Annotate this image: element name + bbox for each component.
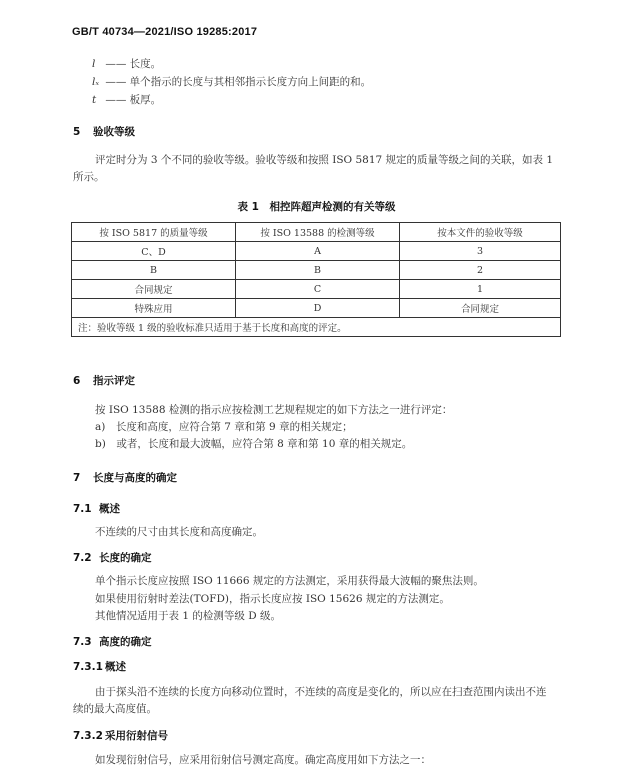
table-header-cell: 按本文件的验收等级	[400, 223, 561, 242]
table-cell: B	[72, 261, 236, 280]
symbol: l	[92, 58, 96, 70]
section-7-heading	[73, 470, 177, 485]
section-7-3-1-line2: 续的最大高度值。	[73, 703, 157, 715]
table-row	[72, 242, 561, 261]
table-1	[71, 222, 561, 337]
table-header-cell: 按 ISO 13588 的检测等级	[236, 223, 400, 242]
table-cell: 2	[400, 261, 561, 280]
table-cell: D	[236, 299, 400, 318]
definition-text: —— 长度。	[105, 58, 162, 70]
section-7-3-heading	[73, 634, 152, 649]
definition-lx	[92, 75, 371, 89]
symbol: lₓ	[92, 76, 100, 88]
table-cell: 3	[400, 242, 561, 261]
table-row	[72, 299, 561, 318]
table-row	[72, 280, 561, 299]
section-title: 验收等级	[93, 126, 135, 138]
section-7-3-2-line1: 如发现衍射信号，应采用衍射信号测定高度。确定高度用如下方法之一：	[95, 754, 431, 766]
section-7-3-2-heading	[73, 728, 168, 743]
definition-text: —— 单个指示的长度与其相邻指示长度方向上间距的和。	[105, 76, 372, 88]
table-cell: 1	[400, 280, 561, 299]
definition-l	[92, 57, 161, 71]
section-number: 7	[73, 472, 81, 484]
section-title: 高度的确定	[99, 636, 152, 648]
section-number: 6	[73, 375, 81, 387]
section-7-2-line3: 其他情况适用于表 1 的检测等级 D 级。	[95, 610, 281, 622]
table-header-row	[72, 223, 561, 242]
section-7-2-heading	[73, 550, 152, 565]
section-title: 概述	[99, 503, 120, 515]
section-title: 长度与高度的确定	[93, 472, 177, 484]
table-cell: C	[236, 280, 400, 299]
table-note: 注：验收等级 1 级的验收标准只适用于基于长度和高度的评定。	[72, 318, 561, 337]
table-row	[72, 261, 561, 280]
table-cell: 特殊应用	[72, 299, 236, 318]
symbol: t	[92, 94, 97, 106]
section-6-item-a: a) 长度和高度，应符合第 7 章和第 9 章的相关规定；	[95, 421, 353, 433]
section-7-2-line2: 如果使用衍射时差法(TOFD)，指示长度应按 ISO 15626 规定的方法测定。	[95, 593, 450, 605]
section-7-1-heading	[73, 501, 120, 516]
table-cell: 合同规定	[72, 280, 236, 299]
section-number: 7.3.2	[73, 730, 103, 742]
section-5-heading	[73, 124, 135, 139]
section-6-heading	[73, 373, 135, 388]
section-title: 采用衍射信号	[105, 730, 168, 742]
table-header-cell: 按 ISO 5817 的质量等级	[72, 223, 236, 242]
table-note-row	[72, 318, 561, 337]
section-7-2-line1: 单个指示长度应按照 ISO 11666 规定的方法测定，采用获得最大波幅的聚焦法则。	[95, 575, 484, 587]
section-number: 7.3	[73, 636, 92, 648]
table-cell: C、D	[72, 242, 236, 261]
section-number: 5	[73, 126, 81, 138]
definition-text: —— 板厚。	[105, 94, 162, 106]
section-6-intro: 按 ISO 13588 检测的指示应按检测工艺规程规定的如下方法之一进行评定：	[95, 404, 453, 416]
section-7-1-body: 不连续的尺寸由其长度和高度确定。	[95, 526, 263, 538]
table-cell: B	[236, 261, 400, 280]
section-number: 7.3.1	[73, 661, 103, 673]
section-title: 指示评定	[93, 375, 135, 387]
section-5-paragraph-line2: 所示。	[73, 171, 105, 183]
section-number: 7.2	[73, 552, 92, 564]
section-5-paragraph-line1: 评定时分为 3 个不同的验收等级。验收等级和按照 ISO 5817 规定的质量等级之间的关联，如表 1	[95, 154, 554, 166]
section-number: 7.1	[73, 503, 92, 515]
definition-t	[92, 93, 161, 107]
section-7-3-1-line1: 由于探头沿不连续的长度方向移动位置时，不连续的高度是变化的，所以应在扫查范围内读出不连	[95, 686, 547, 698]
section-title: 概述	[105, 661, 126, 673]
standard-code-header: GB/T 40734—2021/ISO 19285:2017	[72, 26, 258, 38]
section-title: 长度的确定	[99, 552, 152, 564]
table-cell: A	[236, 242, 400, 261]
section-6-item-b: b) 或者，长度和最大波幅，应符合第 8 章和第 10 章的相关规定。	[95, 438, 413, 450]
section-7-3-1-heading	[73, 659, 126, 674]
table-cell: 合同规定	[400, 299, 561, 318]
table-1-caption: 表 1 相控阵超声检测的有关等级	[237, 201, 396, 213]
